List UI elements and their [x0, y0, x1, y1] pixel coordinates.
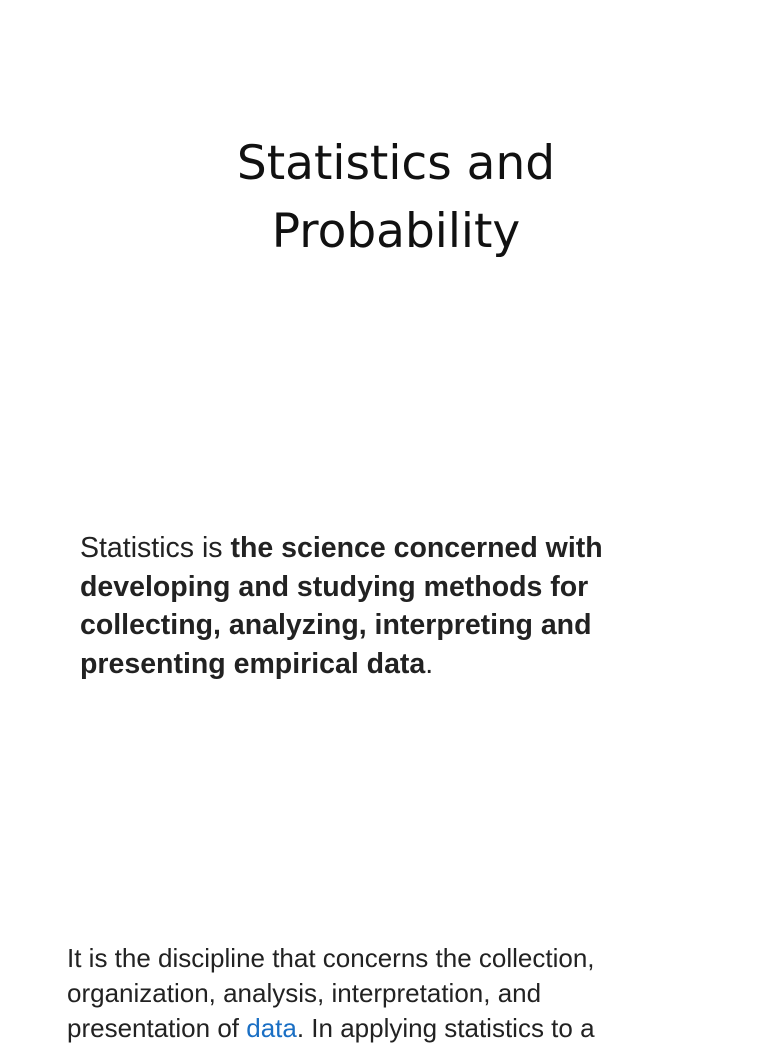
discipline-paragraph [67, 941, 747, 1046]
definition-emphasis-line-2: developing and studying methods for [80, 570, 589, 603]
slide-title [0, 130, 768, 266]
slide-title-line-1: Statistics and [236, 136, 556, 191]
slide-title-line-2: Probability [271, 204, 521, 259]
definition-lead: Statistics is [80, 532, 231, 564]
discipline-line-1: It is the discipline that concerns the collection, [67, 943, 595, 973]
discipline-line-3-start: presentation of [67, 1013, 247, 1043]
definition-emphasis-line-4: presenting empirical data [80, 647, 426, 680]
discipline-line-2: organization, analysis, interpretation, and [67, 978, 542, 1008]
definition-paragraph [80, 529, 720, 683]
data-link[interactable]: data [246, 1013, 297, 1043]
discipline-line-3-end: . In applying statistics to a [296, 1013, 595, 1043]
definition-end: . [425, 647, 434, 680]
definition-emphasis-line-3: collecting, analyzing, interpreting and [80, 609, 592, 641]
definition-emphasis-line-1: the science concerned with [230, 532, 603, 564]
